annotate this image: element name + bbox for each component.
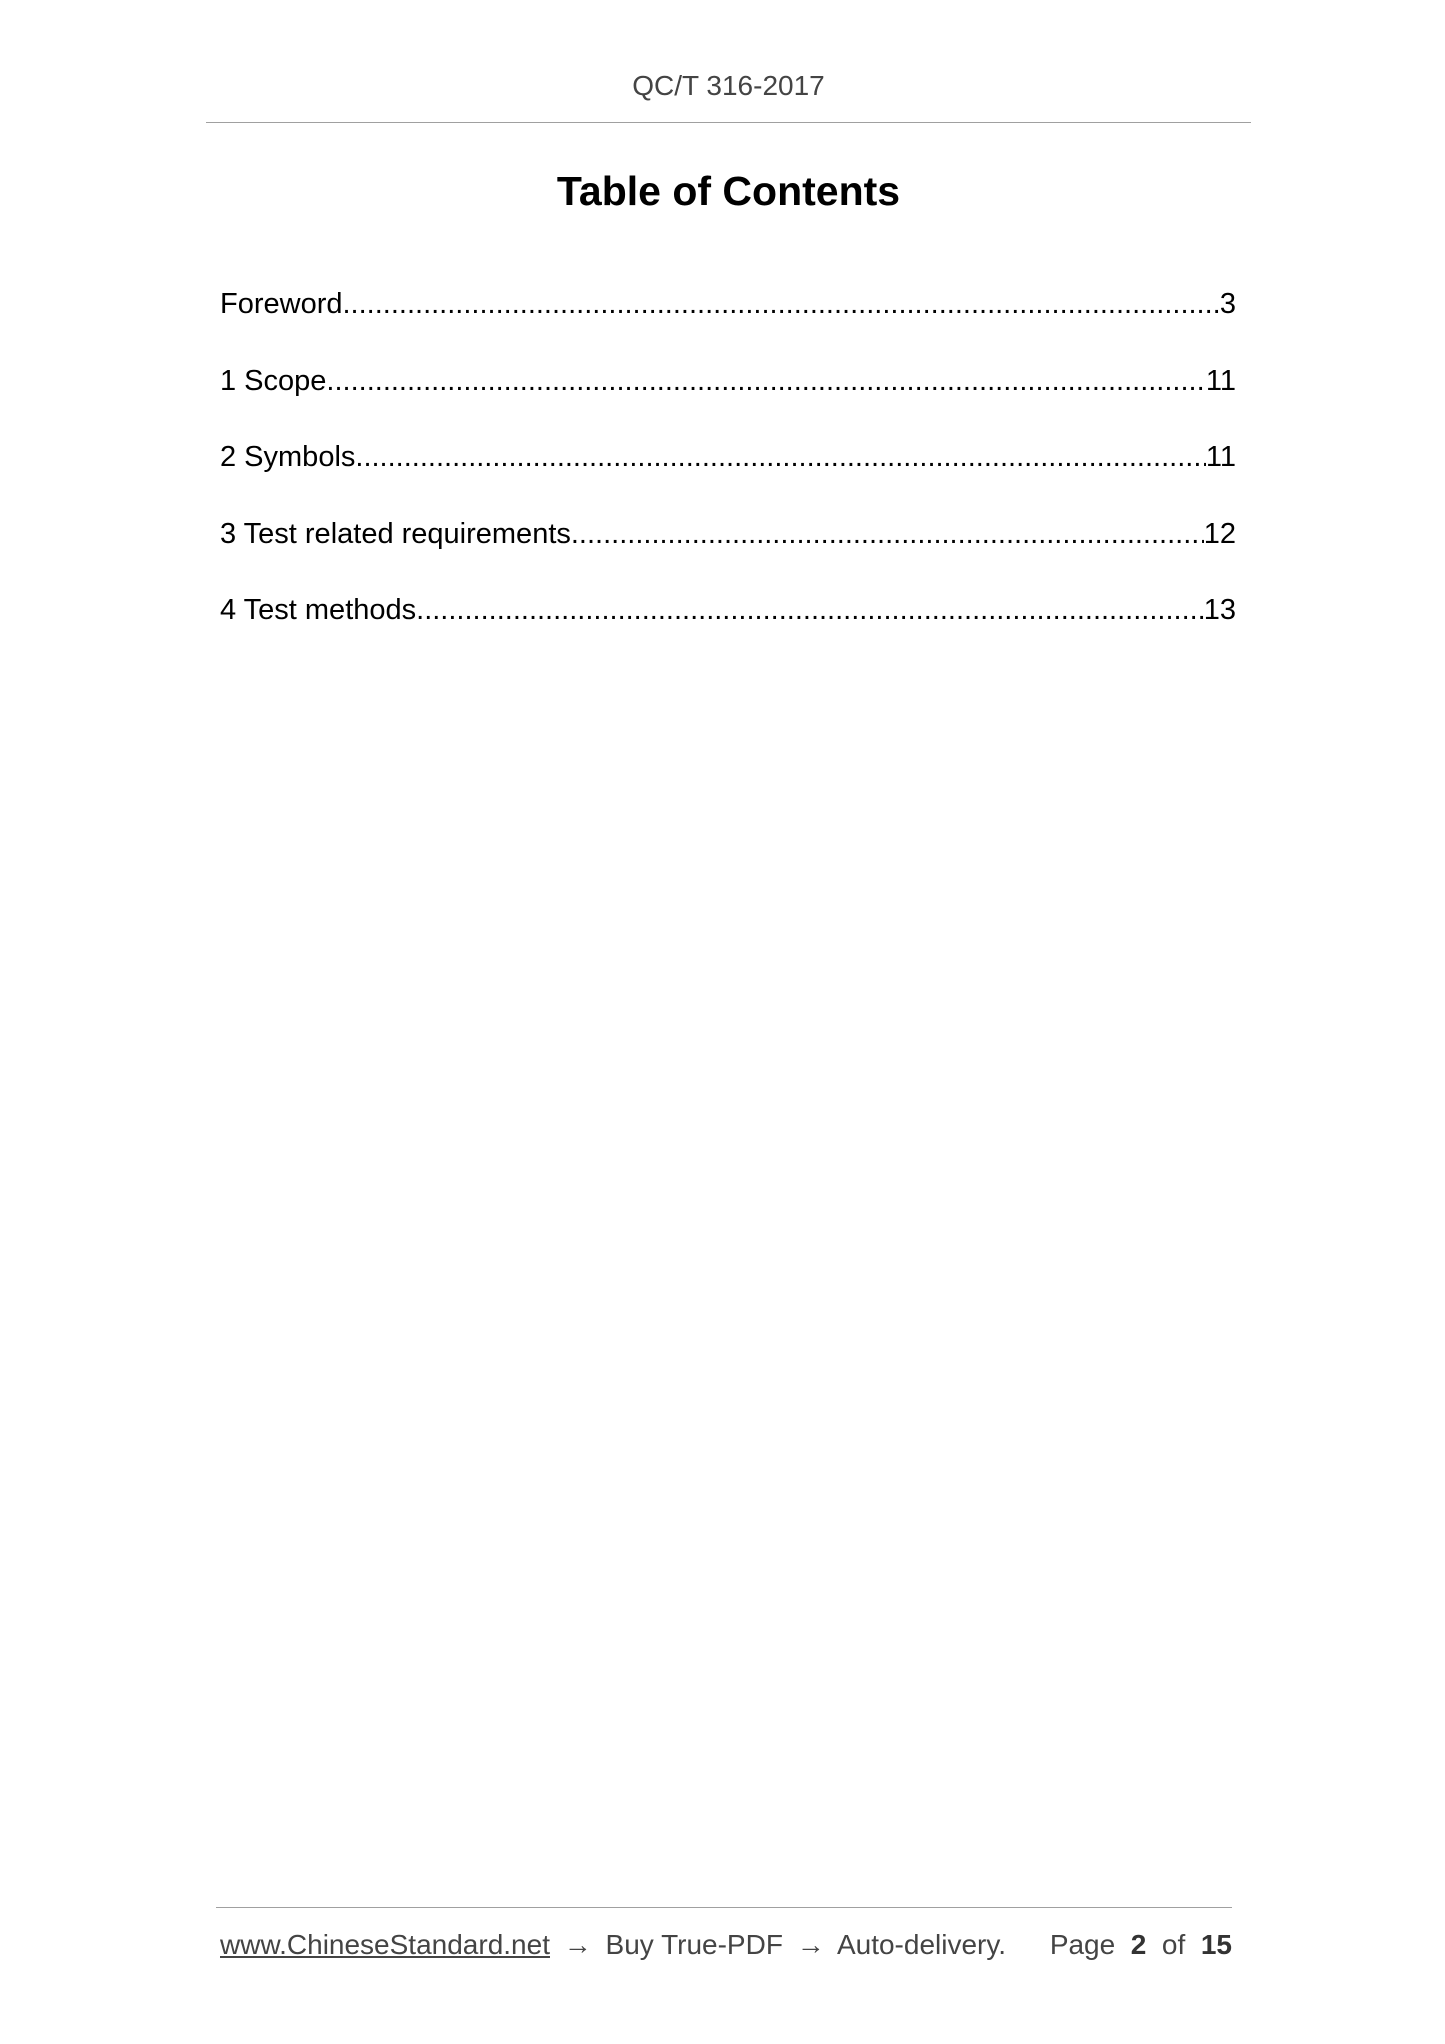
toc-entry-page: 12	[1203, 517, 1236, 550]
toc-entry-label: 1 Scope	[220, 364, 327, 397]
toc-entry-label: 3 Test related requirements	[220, 517, 571, 550]
toc-dot-leader	[355, 441, 1206, 474]
toc-entry-foreword[interactable]	[220, 288, 1236, 365]
current-page: 2	[1130, 1929, 1147, 1960]
toc-dot-leader	[343, 288, 1220, 321]
document-code-header: QC/T 316-2017	[632, 70, 825, 101]
header-divider	[206, 122, 1251, 123]
toc-entry-page: 3	[1219, 288, 1236, 320]
page-number	[1050, 1929, 1232, 1961]
toc-entry-page: 11	[1205, 364, 1236, 397]
toc-entry-label: Foreword	[220, 288, 343, 320]
toc-entry-label: 2 Symbols	[220, 441, 356, 473]
toc-dot-leader	[571, 518, 1204, 551]
total-pages: 15	[1200, 1929, 1232, 1960]
website-link[interactable]: www.ChineseStandard.net	[220, 1929, 550, 1960]
footer-divider	[216, 1907, 1232, 1908]
delivery-text: Auto-delivery.	[836, 1929, 1007, 1960]
toc-entry-page: 11	[1205, 441, 1236, 473]
arrow-right-icon: →	[796, 1929, 825, 1960]
toc-entry-symbols[interactable]	[220, 441, 1236, 518]
toc-dot-leader	[326, 365, 1205, 398]
toc-title: Table of Contents	[556, 168, 901, 214]
toc-entry-scope[interactable]	[220, 365, 1236, 442]
page-footer	[220, 1929, 1232, 1961]
toc-entry-test-methods[interactable]	[220, 594, 1236, 671]
toc-entry-page: 13	[1203, 594, 1236, 626]
buy-text: Buy True-PDF	[605, 1929, 783, 1960]
page-label: Page	[1049, 1929, 1116, 1960]
toc-entry-label: 4 Test methods	[220, 594, 417, 626]
of-label: of	[1161, 1929, 1186, 1960]
toc-dot-leader	[416, 594, 1204, 627]
toc-list	[220, 288, 1236, 671]
arrow-right-icon: →	[563, 1929, 592, 1960]
footer-promo	[220, 1929, 1006, 1961]
toc-entry-test-requirements[interactable]	[220, 518, 1236, 595]
